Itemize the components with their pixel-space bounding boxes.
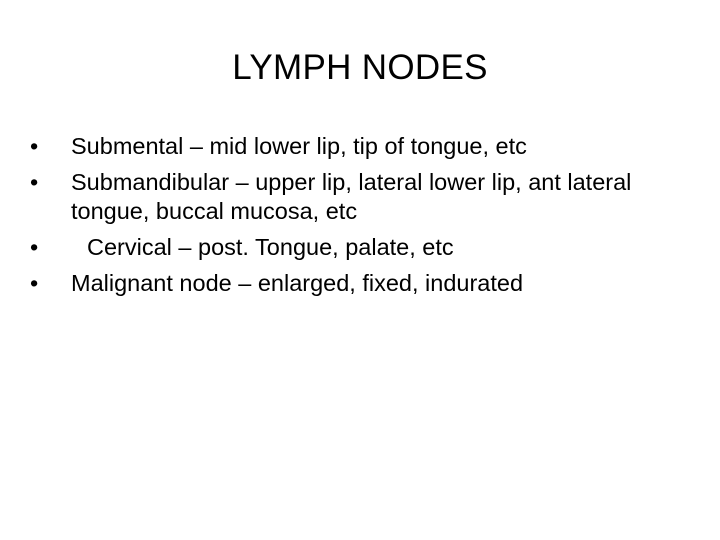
bullet-item-submandibular — [30, 168, 690, 226]
bullet-icon: • — [30, 234, 39, 260]
bullet-icon: • — [30, 169, 39, 195]
bullet-icon: • — [30, 133, 39, 159]
bullet-text: Cervical – post. Tongue, palate, etc — [87, 234, 454, 260]
bullet-text: Malignant node – enlarged, fixed, indurated — [71, 270, 524, 296]
slide-title: LYMPH NODES — [232, 48, 488, 87]
bullet-item-submental — [30, 132, 690, 161]
bullet-item-malignant-node — [30, 269, 690, 298]
bullet-item-cervical — [30, 233, 690, 262]
bullet-list — [30, 132, 690, 305]
bullet-icon: • — [30, 270, 39, 296]
bullet-text: Submental – mid lower lip, tip of tongue, etc — [71, 133, 527, 159]
bullet-text: Submandibular – upper lip, lateral lower lip, ant lateral tongue, buccal mucosa, etc — [71, 169, 632, 224]
